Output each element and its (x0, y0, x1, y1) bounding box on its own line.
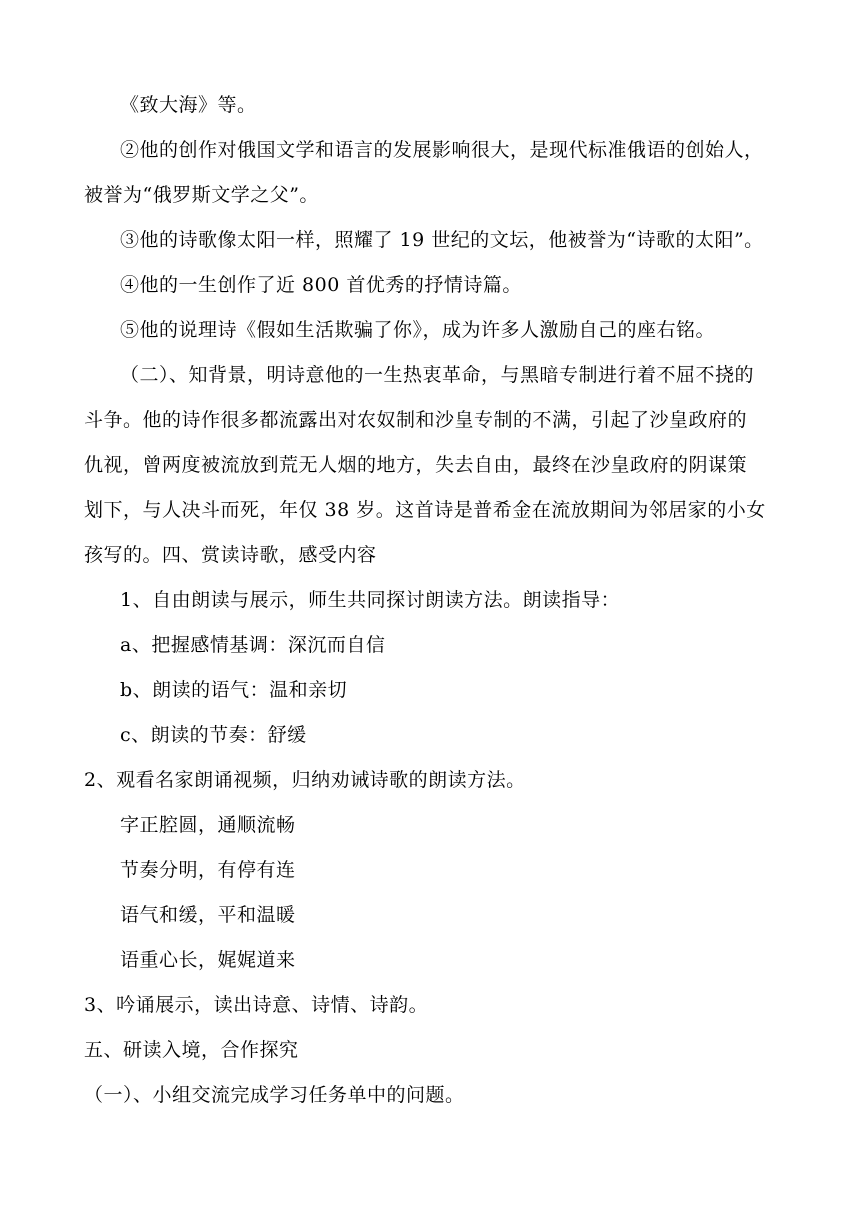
text-line: 孩写的。四、赏读诗歌，感受内容 (84, 544, 377, 566)
list-item: 节奏分明，有停有连 (120, 859, 296, 881)
text-line: ⑤他的说理诗《假如生活欺骗了你》，成为许多人激励自己的座右铭。 (120, 319, 716, 341)
text-line: 3、吟诵展示，读出诗意、诗情、诗韵。 (84, 994, 429, 1016)
text-line: 划下，与人决斗而死，年仅 38 岁。这首诗是普希金在流放期间为邻居家的小女 (84, 499, 766, 521)
list-item: 字正腔圆，通顺流畅 (120, 814, 296, 836)
list-item: c、朗读的节奏：舒缓 (120, 724, 307, 746)
list-item: 语重心长，娓娓道来 (120, 949, 296, 971)
text-line: ②他的创作对俄国文学和语言的发展影响很大，是现代标准俄语的创始人， (120, 139, 764, 161)
text-line: ④他的一生创作了近 800 首优秀的抒情诗篇。 (120, 274, 522, 296)
text-line: 被誉为“俄罗斯文学之父”。 (84, 184, 319, 206)
list-item: b、朗读的语气：温和亲切 (120, 679, 348, 701)
section-heading: 五、研读入境，合作探究 (84, 1039, 299, 1061)
text-line: 1、自由朗读与展示，师生共同探讨朗读方法。朗读指导： (120, 589, 621, 611)
text-line: 《致大海》等。 (120, 94, 257, 116)
text-line: ③他的诗歌像太阳一样，照耀了 19 世纪的文坛，他被誉为“诗歌的太阳”。 (120, 229, 764, 251)
list-item: 语气和缓，平和温暖 (120, 904, 296, 926)
section-heading: （一）、小组交流完成学习任务单中的问题。 (84, 1084, 465, 1106)
text-line: 仇视，曾两度被流放到荒无人烟的地方，失去自由，最终在沙皇政府的阴谋策 (84, 454, 748, 476)
text-line: 斗争。他的诗作很多都流露出对农奴制和沙皇专制的不满，引起了沙皇政府的 (84, 409, 748, 431)
section-heading: （二）、知背景，明诗意他的一生热衷革命，与黑暗专制进行着不屈不挠的 (120, 364, 755, 386)
text-line: 2、观看名家朗诵视频，归纳劝诫诗歌的朗读方法。 (84, 769, 526, 791)
list-item: a、把握感情基调：深沉而自信 (120, 634, 386, 656)
